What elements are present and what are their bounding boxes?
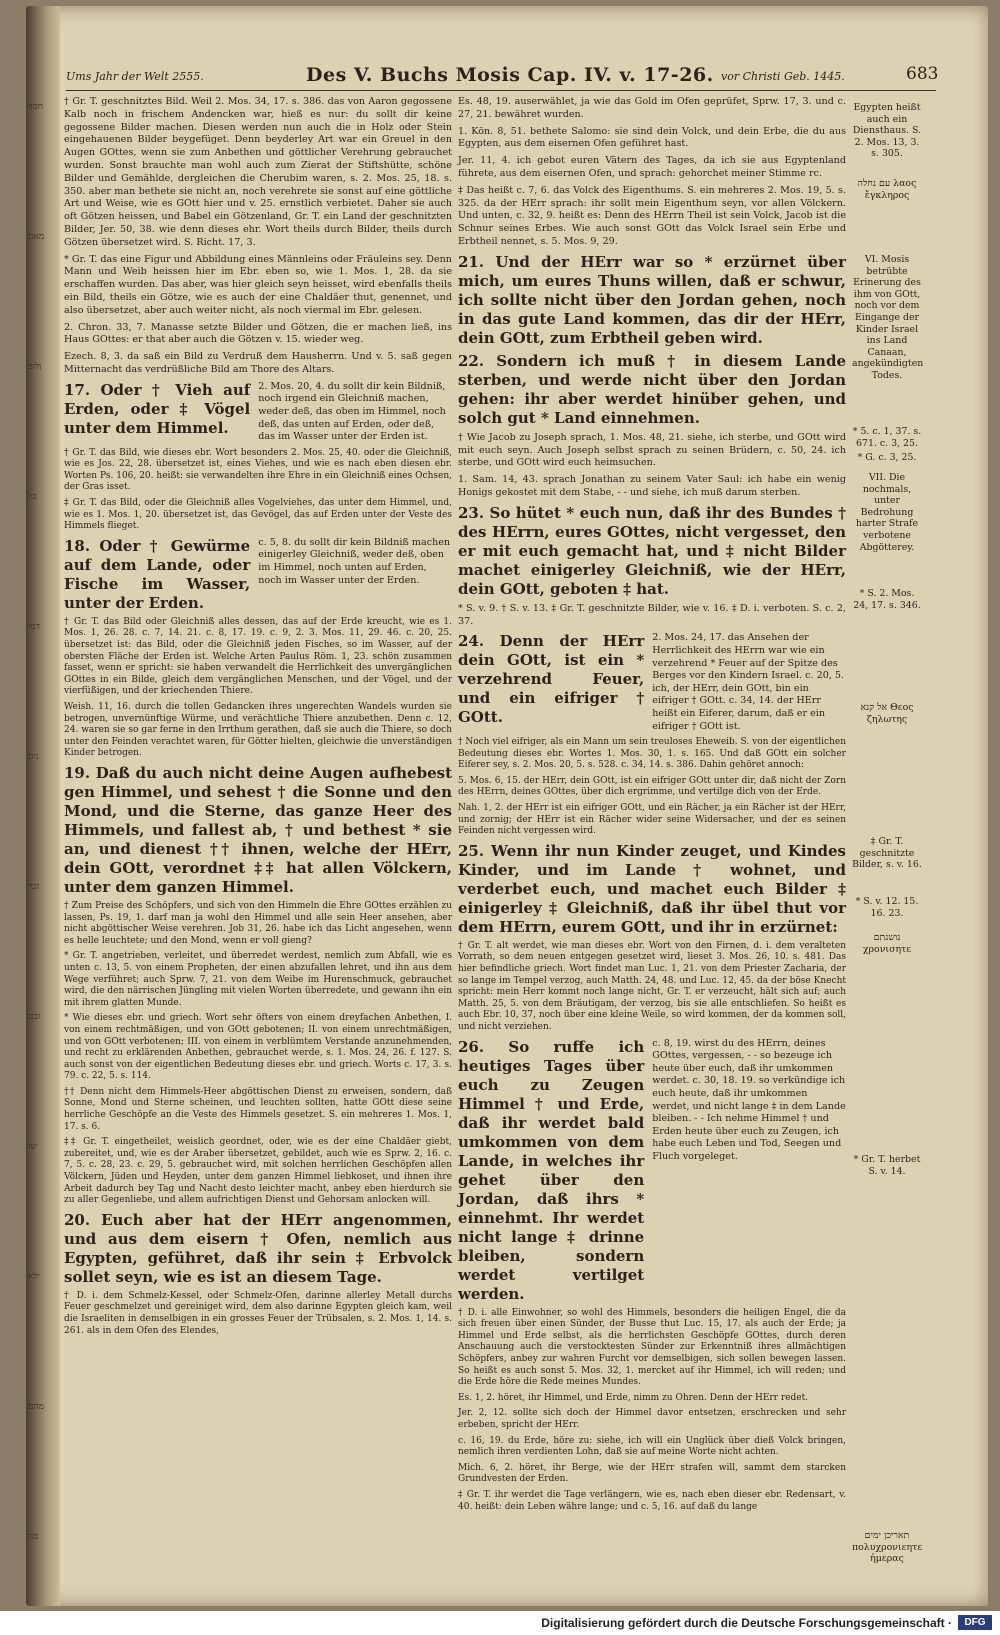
verse-23-references: * S. v. 9. † S. v. 13. ‡ Gr. T. geschnitzte Bilder, wie v. 16. ‡ D. i. verboten. S. c. 2, 37. xyxy=(458,602,846,627)
left-margin-fragment: מהם xyxy=(28,1402,45,1412)
verse-26: 26. So ruffe ich heutiges Tages über euch zu Zeugen Himmel † und Erde, daß ihr werdet bald umkommen von dem Lande, in welches ihr gehet über den Jordan, daß ihrs * einnehmt. Ihr werdet nicht lange ‡ drinne bleiben, sondern werdet vertilget werden. xyxy=(458,1037,645,1303)
verse-24: 24. Denn der HErr dein GOtt, ist ein * verzehrend Feuer, und ein eifriger † GOtt. xyxy=(458,632,645,727)
left-margin-fragment: מאם xyxy=(28,232,45,242)
header-title: Des V. Buchs Mosis Cap. IV. v. 17-26. xyxy=(306,64,714,86)
page-number: 683 xyxy=(906,64,939,84)
note: † Gr. T. das Bild oder Gleichniß alles dessen, das auf der Erde kreucht, wie es 1. Mos. 1, 26. 28. c. 7, 14. 21. c. 8, 17. 19. c. 9, 2. 3. Mos. 11, 29. 46. c. 20, 25. übersetzet ist: das Bild, oder die Gleichniß jeden Fisches, so im Wasser, auf der obersten Fläche der Erden ist. Welche Arten Paulus Röm. 1, 23. schön zusammen fasset, wenn er spricht: sie haben verwandelt die Herrlichkeit des unvergänglichen GOttes in ein Bilde, gleich dem vergänglichen Menschen, und der Vögel, und der vierfüßigen, und der kriechenden Thiere. xyxy=(64,616,452,697)
book-page xyxy=(26,6,988,1606)
note: 1. Sam. 14, 43. sprach Jonathan zu seinem Vater Saul: ich habe ein wenig Honigs gekostet mit dem Stabe, - - und siehe, ich muß darum sterben. xyxy=(458,474,846,498)
left-column xyxy=(64,96,452,1341)
note: 5. Mos. 6, 15. der HErr, dein GOtt, ist ein eifriger GOtt unter dir, daß nicht der Zorn des HErrn, deines GOttes, über dich ergrimme, und vertilge dich von der Erde. xyxy=(458,775,846,798)
note: Nah. 1, 2. der HErr ist ein eifriger GOtt, und ein Rächer, ja ein Rächer ist der HErr, und zornig; der HErr ist ein Rächer wider seine Widersacher, und der es seinen Feinden nicht vergessen wird. xyxy=(458,803,846,837)
note: Weish. 11, 16. durch die tollen Gedancken ihres ungerechten Wandels wurden sie betrogen, unvernünftige Würme, und verächtliche Thiere anzubethen. Denn c. 12, 24. waren sie so gar ferne in den Irrthum gerathen, daß sie auch die Thiere, so doch unter den Feinden verachtet waren, für Götter hielten, gleichwie die unverständigen Kinder betrogen. xyxy=(64,702,452,759)
adjacent-page-edge xyxy=(26,6,60,1606)
note: Jer. 11, 4. ich gebot euren Vätern des Tages, da ich sie aus Egyptenland führete, aus dem eisernen Ofen, und sprach: gehorchet meiner Stimme rc. xyxy=(458,155,846,179)
note: 2. Chron. 33, 7. Manasse setzte Bilder und Götzen, die er machen ließ, ins Haus GOttes: er that aber auch die Götzen v. 15. wieder weg. xyxy=(64,321,452,346)
margin-note: * S. 2. Mos. 24, 17. s. 346. xyxy=(853,588,921,611)
left-margin-fragment: ןלזב xyxy=(28,362,42,372)
verse-24-block xyxy=(458,632,846,733)
margin-note-hebrew-greek: תאריכן ימים πολυχρονιεητε ἡμερας xyxy=(852,1530,923,1565)
margin-note: * S. v. 12. 15. 16. 23. xyxy=(855,896,919,919)
margin-note: VI. Mosis betrübte Erinerung des ihm von GOtt, noch vor dem Eingange der Kinder Israel ins Land Canaan, angekündigten Todes. xyxy=(852,254,924,381)
verse-17-block xyxy=(64,381,452,444)
note: † Gr. T. geschnitztes Bild. Weil 2. Mos. 34, 17. s. 386. das von Aaron gegossene Kalb noch in frischem Andencken war, hieß es nur: du sollt dir keine gegossene Bilder machen. Diesen werden nun auch die in Holz oder Stein eingehauenen Bilder beygefüget. Denn beyderley Art war ein Greuel in den Augen GOttes, wenn sie zum Anbethen und göttlicher Verehrung gebrauchet wurden. Sonst brauchte man wohl auch zum Zierat der Stiftshütte, schöne Bilder und Gemählde, dergleichen die Cherubim waren, s. 2. Mos. 25, 18. s. 350. aber man bethete sie nicht an, noch verehrete sie sonst auf eine göttliche Art und Weise, wie es GOtt hier und v. 25. ernstlich verbietet. Daher sie auch oft Götzen heissen, und Babel ein Götzenland, Gr. T. ein Land der geschnitzten Bilder, Jer. 50, 38. wie denn dieses ehr. Wort theils durch Bilder, theils durch Götzen übersetzet wird. S. Richt. 17, 3. xyxy=(64,96,452,248)
running-header xyxy=(66,62,939,91)
note: Jer. 2, 12. sollte sich doch der Himmel davor entsetzen, erschrecken und sehr erbeben, spricht der HErr. xyxy=(458,1408,846,1430)
margin-note: VII. Die nochmals, unter Bedrohung harter Strafe verbotene Abgötterey. xyxy=(855,472,919,553)
note: † D. i. dem Schmelz-Kessel, oder Schmelz-Ofen, darinne allerley Metall durchs Feuer geschmelzet und gereiniget wird, dem also darinne Egypten gleich kam, weil die Israeliten in demselbigen in ein grosses Feuer der Trübsalen, s. 2. Mos. 1, 14. s. 261. als in dem Ofen des Elendes, xyxy=(64,1290,452,1336)
margin-note: * G. c. 3, 25. xyxy=(857,452,917,463)
verse-23: 23. So hütet * euch nun, daß ihr des Bundes † des HErrn, eures GOttes, nicht vergesset, den er mit euch gemacht hat, und ‡ nicht Bilder machet einigerley Gleichniß, wie der HErr, dein GOtt, geboten ‡ hat. xyxy=(458,503,846,598)
verse-19: 19. Daß du auch nicht deine Augen aufhebest gen Himmel, und sehest † die Sonne und den Mond, und die Sterne, das ganze Heer des Himmels, und fallest ab, † und bethest * sie an, und dienest †† ihnen, welche der HErr, dein GOtt, verordnet ‡‡ hat allen Völckern, unter dem ganzen Himmel. xyxy=(64,763,452,896)
margin-note: * 5. c. 1, 37. s. 671. c. 3, 25. xyxy=(852,426,922,449)
note: ‡‡ Gr. T. eingetheilet, weislich geordnet, oder, wie es der eine Chaldäer giebt, zubereitet, und, wie es der Araber übersetzet, gebildet, auch wie es Sprw. 2, 16. c. 7, 5. c. 28, 23. c. 29, 5. gebrauchet wird, mit solchen herrlichen Geschöpfen allen Völckern, Jüden und Heyden, unter dem ganzen Himmel liebkoset, und ihnen ihre Arbeit dadurch bey Tag und Nacht desto leichter macht, anbey eben hierdurch sie zu aller Gegenliebe, und allem aufrichtigen Dienst und Gehorsam anlocken will. xyxy=(64,1137,452,1206)
verse-17-reference: 2. Mos. 20, 4. du sollt dir kein Bildniß, noch irgend ein Gleichniß machen, weder deß, das oben im Himmel, noch deß, das unten auf Erden, oder deß, das im Wasser unter der Erden ist. xyxy=(258,380,446,443)
note: † Gr. T. alt werdet, wie man dieses ebr. Wort von den Firnen, d. i. dem veralteten Vorrath, so dem neuen entgegen gesetzet wird, lieset 3. Mos. 26, 10. s. 481. Das hier befindliche griech. Wort findet man Luc. 1, 21. von dem Priester Zacharia, der so lange im Tempel verzog, auch Matth. 24, 48. und Luc. 12, 45. da der böse Knecht spricht: mein Herr kommt noch lange nicht, Gr. T. er verzeucht, hält sich auf; auch Matth. 25, 5. von dem Bräutigam, der verzog, bis sie alle entschliefen. So heißt es auch Ebr. 10, 37, noch über eine kleine Weile, so wird kommen, der da kommen soll, und nicht verziehen. xyxy=(458,940,846,1032)
note: Ezech. 8, 3. da saß ein Bild zu Verdruß dem Hausherrn. Und v. 5. saß gegen Mitternacht das verdrüßliche Bild am Thore des Altars. xyxy=(64,351,452,375)
note: c. 16, 19. du Erde, höre zu: siehe, ich will ein Unglück über dieß Volck bringen, nemlich ihren verdienten Lohn, daß sie auf meine Worte nicht achten. xyxy=(458,1435,846,1458)
note: * Gr. T. das eine Figur und Abbildung eines Männleins oder Fräuleins sey. Denn Mann und Weib heissen hier im Ebr. eben so, wie 1. Mos. 1, 28. da sie erschaffen wurden. Das aber, was hier gleich seyn heisset, wird ebenfalls theils ein Bild, theils ein Götze, wie es auch der eine Chaldäer thut, genennet, und also übersetzet, aber auch weiter nicht, als noch viermal im Ebr. gelesen. xyxy=(64,253,452,316)
left-margin-fragment: נים xyxy=(28,752,39,762)
verse-25: 25. Wenn ihr nun Kinder zeuget, und Kindes Kinder, und im Lande † wohnet, und verderbet euch, und machet euch Bilder ‡ einigerley ‡ Gleichniß, daß ihr übel thut vor dem HErrn, eurem GOtt, und ihr in erzürnet: xyxy=(458,841,846,936)
margin-note: Egypten heißt auch ein Diensthaus. S. 2. Mos. 13, 3. s. 305. xyxy=(852,102,922,160)
verse-18-block xyxy=(64,537,452,613)
digitization-footer xyxy=(0,1611,1000,1635)
margin-note-hebrew-greek: אל קנא Θεος ζηλωτης xyxy=(860,702,914,725)
header-year: Ums Jahr der Welt 2555. xyxy=(66,70,204,83)
left-margin-fragment: ילא xyxy=(28,1272,40,1282)
note: Mich. 6, 2. höret, ihr Berge, wie der HErr strafen will, sammt dem starcken Grundvesten der Erden. xyxy=(458,1462,846,1485)
note: ‡ Gr. T. ihr werdet die Tage verlängern, wie es, nach eben dieser ebr. Redensart, v. 40. heißt: dein Leben währe lange; und c. 5, 16. auf daß du lange xyxy=(458,1489,846,1512)
margin-note: ‡ Gr. T. geschnitzte Bilder, s. v. 16. xyxy=(852,836,922,871)
left-margin-fragment: דמו xyxy=(28,622,40,632)
margin-note: * Gr. T. herbet S. v. 14. xyxy=(853,1154,921,1177)
verse-26-block xyxy=(458,1038,846,1304)
footer-credit: Digitalisierung gefördert durch die Deutsche Forschungsgemeinschaft · xyxy=(541,1616,952,1630)
note: † Gr. T. das Bild, wie dieses ebr. Wort besonders 2. Mos. 25, 40. oder die Gleichniß, wie es Jos. 22, 28. übersetzet ist, eines Viehes, und wie es nach eben diesen ebr. Worten Ps. 106, 20. heißt: sie verwandelten ihre Ehre in ein Gleichniß eines Ochsen, der Gras isset. xyxy=(64,447,452,493)
verse-18-reference: c. 5, 8. du sollt dir kein Bildniß machen einigerley Gleichniß, weder deß, oben im Himmel, noch unten auf Erden, noch im Wasser unter der Erden. xyxy=(258,536,451,586)
left-margin-fragment: שו xyxy=(28,1142,37,1152)
left-margin-fragment: ובם xyxy=(28,1012,41,1022)
verse-26-reference: c. 8, 19. wirst du des HErrn, deines GOttes, vergessen, - - so bezeuge ich heute über euch, daß ihr umkommen werdet. c. 30, 18. 19. so verkündige ich euch heute, daß ihr umkommen werdet, und nicht lange ‡ in dem Lande bleiben. - - Ich nehme Himmel † und Erden heute über euch zu Zeugen, ich habe euch Leben und Tod, Seegen und Fluch vorgeleget. xyxy=(652,1037,846,1162)
margin-note-hebrew-greek: נושנתם χρονισητε xyxy=(862,932,912,955)
margin-note-hebrew-greek: עם נחלה λαος ἔγκληρος xyxy=(857,178,917,201)
verse-24-reference: 2. Mos. 24, 17. das Ansehen der Herrlichkeit des HErrn war wie ein verzehrend * Feuer auf der Spitze des Berges vor den Kindern Israel. c. 20, 5. ich, der HErr, dein GOtt, bin ein eifriger † GOtt. c. 34, 14. der HErr heißt ein Eiferer, darum, daß er ein eifriger † GOtt ist. xyxy=(652,632,845,732)
verse-17: 17. Oder † Vieh auf Erden, oder ‡ Vögel unter dem Himmel. xyxy=(64,380,251,437)
verse-20: 20. Euch aber hat der HErr angenommen, und aus dem eisern † Ofen, nemlich aus Egypten, geführet, daß ihr sein ‡ Erbvolck sollet seyn, wie es ist an diesem Tage. xyxy=(64,1210,452,1286)
note: ‡ Das heißt c. 7, 6. das Volck des Eigenthums. S. ein mehreres 2. Mos. 19, 5. s. 325. da der HErr sprach: ihr sollt mein Eigenthum seyn, vor allen Völckern. Und unten, c. 32, 9. heißt es: Denn des HErrn Theil ist sein Volck, Jacob ist die Schnur seines Erbes. Wie auch sonst GOtt das Volck Israel sein Erbe und Erbtheil nennet, s. 5. Mos. 9, 29. xyxy=(458,184,846,247)
note: * Gr. T. angetrieben, verleitet, und überredet werdest, nemlich zum Abfall, wie es unten c. 13, 5. von einem Propheten, der einen abzufallen lehret, und ihn aus dem Wege verführet; auch Sprw. 7, 21. von dem Weibe im Hurenschmuck, gebrauchet wird, die den närrischen Jüngling mit vielen Worten überredete, und gewann ihn ein mit ihrem glatten Munde. xyxy=(64,951,452,1008)
note: † Wie Jacob zu Joseph sprach, 1. Mos. 48, 21. siehe, ich sterbe, und GOtt wird mit euch seyn. Auch Joseph selbst sprach zu seinen Brüdern, c. 50, 24. ich sterbe, und GOtt wird euch heimsuchen. xyxy=(458,431,846,469)
left-margin-fragment: כל xyxy=(28,492,37,502)
note: 1. Kön. 8, 51. bethete Salomo: sie sind dein Volck, und dein Erbe, die du aus Egypten, aus dem eisernen Ofen geführet hast. xyxy=(458,125,846,150)
left-margin-fragment: מה xyxy=(28,1532,39,1542)
note: Es. 1, 2. höret, ihr Himmel, und Erde, nimm zu Ohren. Denn der HErr redet. xyxy=(458,1392,809,1403)
note: † D. i. alle Einwohner, so wohl des Himmels, besonders die heiligen Engel, die da sich freuen über einen Sünder, der Busse thut Luc. 15, 17. als auch der Erde; ja Himmel und Erde selbst, als die herrlichsten Geschöpfe GOttes, durch deren Anschauung auch die verstocktesten Sünder zur Erkenntniß ihres allmächtigen Schöpfers, anbey zur wahren Furcht vor demselbigen, sich sollen bewegen lassen. So heißt es auch sonst 5. Mos. 32, 1. mercket auf ihr Himmel, ich will reden; und die Erde höre die Rede meines Mundes. xyxy=(458,1307,846,1388)
note: † Zum Preise des Schöpfers, und sich von den Himmeln die Ehre GOttes erzählen zu lassen, Ps. 19, 1. darf man ja wohl den Himmel und alle sein Heer ansehen, aber nicht abgöttischer Weise verehren. Job 31, 26. habe ich das Licht angesehen, wenn es helle leuchtete; und den Mond, wenn er voll gieng? xyxy=(64,900,452,946)
verse-22: 22. Sondern ich muß † in diesem Lande sterben, und werde nicht über den Jordan gehen: ihr aber werdet hinüber gehen, und solch gut * Land einnehmen. xyxy=(458,351,846,427)
dfg-logo: DFG xyxy=(958,1615,992,1630)
note: Es. 48, 19. auserwählet, ja wie das Gold im Ofen geprüfet, Sprw. 17, 3. und c. 27, 21. bewähret wurden. xyxy=(458,96,846,120)
left-margin-fragment: זכר xyxy=(28,882,40,892)
header-date: vor Christi Geb. 1445. xyxy=(721,70,845,83)
verse-21: 21. Und der HErr war so * erzürnet über mich, um eures Thuns willen, daß er schwur, ich sollte nicht über den Jordan gehen, noch in das gute Land kommen, das dir der HErr, dein GOtt, zum Erbtheil geben wird. xyxy=(458,252,846,347)
note: † Noch viel eifriger, als ein Mann um sein treuloses Eheweib. S. von der eigentlichen Bedeutung dieses ebr. Wortes 1. Mos. 30, 1. s. 165. Und daß GOtt ein solcher Eiferer sey, s. 2. Mos. 20, 5. s. 528. c. 34, 14. s. 386. Dahin gehöret annoch: xyxy=(458,737,846,771)
note: * Wie dieses ebr. und griech. Wort sehr öfters von einem dreyfachen Anbethen, I. von einem rechtmäßigen, und von GOtt gebotenen; II. von einem unrechtmäßigen, und von GOtt verbotenen; III. von einem in verblümtem Verstande anzunehmenden, und recht zu erklärenden Anbethen, gebrauchet werde, s. 1. Mos. 24, 26. f. 127. S. auch sonst von der eigentlichen Bedeutung dieses ebr. und griech. Worts c. 17, 3. s. 79. c. 22, 5. s. 114. xyxy=(64,1013,452,1082)
note: †† Denn nicht dem Himmels-Heer abgöttischen Dienst zu erweisen, sondern, daß Sonne, Mond und Sterne scheinen, und leuchten sollten, hatte GOtt diese seine herrliche Geschöpfe an die Veste des Himmels gesetzet. S. ein mehreres 1. Mos. 1, 17. s. 6. xyxy=(64,1086,452,1132)
left-margin-fragment: חסף xyxy=(28,102,44,112)
right-column xyxy=(458,96,846,1517)
note: ‡ Gr. T. das Bild, oder die Gleichniß alles Vogelviehes, das unter dem Himmel, und, wie es 1. Mos. 1, 20. übersetzet ist, das Gevögel, das auf Erden unter der Veste des Himmels flieget. xyxy=(64,498,452,532)
verse-18: 18. Oder † Gewürme auf dem Lande, oder Fische im Wasser, unter der Erden. xyxy=(64,536,251,612)
